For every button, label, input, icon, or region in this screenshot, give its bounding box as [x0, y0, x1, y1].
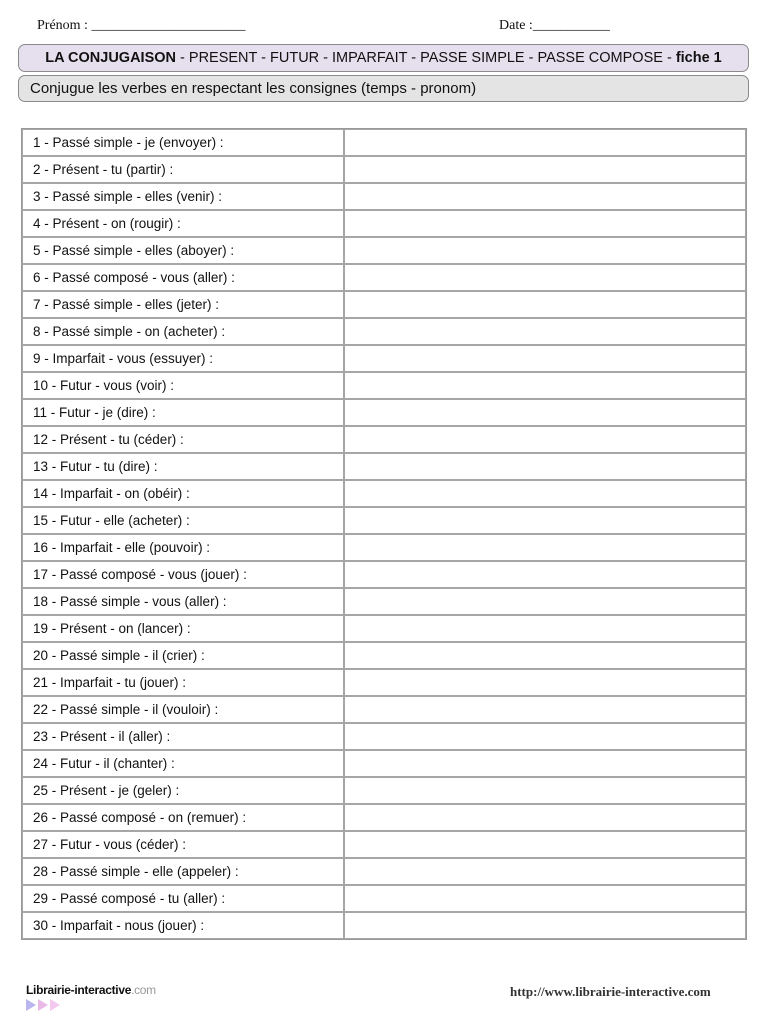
exercise-row	[22, 480, 746, 507]
exercise-row	[22, 804, 746, 831]
exercise-row	[22, 912, 746, 939]
instructions: Conjugue les verbes en respectant les consignes (temps - pronom)	[18, 75, 749, 102]
page-title	[18, 44, 749, 72]
exercise-prompt: 26 - Passé composé - on (remuer) :	[22, 804, 344, 831]
exercise-prompt: 29 - Passé composé - tu (aller) :	[22, 885, 344, 912]
answer-cell[interactable]	[344, 804, 746, 831]
exercise-row	[22, 750, 746, 777]
answer-cell[interactable]	[344, 291, 746, 318]
exercise-row	[22, 183, 746, 210]
librairie-logo	[26, 983, 156, 1011]
exercise-row	[22, 777, 746, 804]
answer-cell[interactable]	[344, 453, 746, 480]
answer-cell[interactable]	[344, 885, 746, 912]
exercise-prompt: 21 - Imparfait - tu (jouer) :	[22, 669, 344, 696]
answer-cell[interactable]	[344, 210, 746, 237]
exercise-prompt: 15 - Futur - elle (acheter) :	[22, 507, 344, 534]
exercise-row	[22, 426, 746, 453]
date-label: Date :___________	[499, 18, 610, 33]
exercise-prompt: 5 - Passé simple - elles (aboyer) :	[22, 237, 344, 264]
answer-cell[interactable]	[344, 750, 746, 777]
exercise-prompt: 9 - Imparfait - vous (essuyer) :	[22, 345, 344, 372]
exercise-row	[22, 831, 746, 858]
exercise-prompt: 3 - Passé simple - elles (venir) :	[22, 183, 344, 210]
answer-cell[interactable]	[344, 129, 746, 156]
answer-cell[interactable]	[344, 858, 746, 885]
exercise-row	[22, 264, 746, 291]
exercise-table	[21, 128, 747, 940]
answer-cell[interactable]	[344, 237, 746, 264]
exercise-prompt: 24 - Futur - il (chanter) :	[22, 750, 344, 777]
exercise-prompt: 7 - Passé simple - elles (jeter) :	[22, 291, 344, 318]
exercise-row	[22, 723, 746, 750]
exercise-prompt: 13 - Futur - tu (dire) :	[22, 453, 344, 480]
exercise-row	[22, 399, 746, 426]
answer-cell[interactable]	[344, 588, 746, 615]
exercise-row	[22, 696, 746, 723]
exercise-row	[22, 345, 746, 372]
answer-cell[interactable]	[344, 669, 746, 696]
answer-cell[interactable]	[344, 561, 746, 588]
answer-cell[interactable]	[344, 507, 746, 534]
prenom-label: Prénom : ______________________	[37, 18, 246, 33]
answer-cell[interactable]	[344, 696, 746, 723]
footer-url[interactable]: http://www.librairie-interactive.com	[510, 984, 711, 999]
answer-cell[interactable]	[344, 642, 746, 669]
answer-cell[interactable]	[344, 156, 746, 183]
exercise-row	[22, 615, 746, 642]
exercise-prompt: 25 - Présent - je (geler) :	[22, 777, 344, 804]
exercise-row	[22, 318, 746, 345]
logo-arrows-icon	[26, 999, 156, 1011]
answer-cell[interactable]	[344, 615, 746, 642]
answer-cell[interactable]	[344, 372, 746, 399]
answer-cell[interactable]	[344, 534, 746, 561]
logo-suffix: .com	[131, 983, 156, 997]
exercise-row	[22, 561, 746, 588]
exercise-prompt: 28 - Passé simple - elle (appeler) :	[22, 858, 344, 885]
exercise-row	[22, 669, 746, 696]
answer-cell[interactable]	[344, 777, 746, 804]
exercise-row	[22, 129, 746, 156]
exercise-prompt: 20 - Passé simple - il (crier) :	[22, 642, 344, 669]
exercise-row	[22, 372, 746, 399]
exercise-prompt: 10 - Futur - vous (voir) :	[22, 372, 344, 399]
exercise-row	[22, 534, 746, 561]
exercise-row	[22, 642, 746, 669]
exercise-row	[22, 237, 746, 264]
title-rest: - PRESENT - FUTUR - IMPARFAIT - PASSE SIMPLE - PASSE COMPOSE -	[176, 50, 676, 66]
exercise-row	[22, 291, 746, 318]
exercise-prompt: 23 - Présent - il (aller) :	[22, 723, 344, 750]
exercise-prompt: 11 - Futur - je (dire) :	[22, 399, 344, 426]
exercise-row	[22, 885, 746, 912]
answer-cell[interactable]	[344, 426, 746, 453]
exercise-prompt: 16 - Imparfait - elle (pouvoir) :	[22, 534, 344, 561]
exercise-prompt: 19 - Présent - on (lancer) :	[22, 615, 344, 642]
exercise-row	[22, 858, 746, 885]
exercise-prompt: 4 - Présent - on (rougir) :	[22, 210, 344, 237]
exercise-prompt: 1 - Passé simple - je (envoyer) :	[22, 129, 344, 156]
answer-cell[interactable]	[344, 480, 746, 507]
answer-cell[interactable]	[344, 399, 746, 426]
exercise-prompt: 14 - Imparfait - on (obéir) :	[22, 480, 344, 507]
answer-cell[interactable]	[344, 183, 746, 210]
title-bold: LA CONJUGAISON	[45, 50, 177, 66]
answer-cell[interactable]	[344, 723, 746, 750]
exercise-prompt: 22 - Passé simple - il (vouloir) :	[22, 696, 344, 723]
exercise-row	[22, 210, 746, 237]
exercise-prompt: 8 - Passé simple - on (acheter) :	[22, 318, 344, 345]
answer-cell[interactable]	[344, 912, 746, 939]
exercise-prompt: 12 - Présent - tu (céder) :	[22, 426, 344, 453]
exercise-prompt: 17 - Passé composé - vous (jouer) :	[22, 561, 344, 588]
answer-cell[interactable]	[344, 345, 746, 372]
logo-text: Librairie-interactive	[26, 983, 132, 997]
exercise-prompt: 27 - Futur - vous (céder) :	[22, 831, 344, 858]
exercise-prompt: 30 - Imparfait - nous (jouer) :	[22, 912, 344, 939]
answer-cell[interactable]	[344, 318, 746, 345]
title-fiche: fiche 1	[675, 50, 722, 66]
answer-cell[interactable]	[344, 264, 746, 291]
exercise-row	[22, 588, 746, 615]
exercise-prompt: 2 - Présent - tu (partir) :	[22, 156, 344, 183]
exercise-row	[22, 507, 746, 534]
exercise-row	[22, 156, 746, 183]
answer-cell[interactable]	[344, 831, 746, 858]
exercise-prompt: 6 - Passé composé - vous (aller) :	[22, 264, 344, 291]
exercise-prompt: 18 - Passé simple - vous (aller) :	[22, 588, 344, 615]
exercise-row	[22, 453, 746, 480]
